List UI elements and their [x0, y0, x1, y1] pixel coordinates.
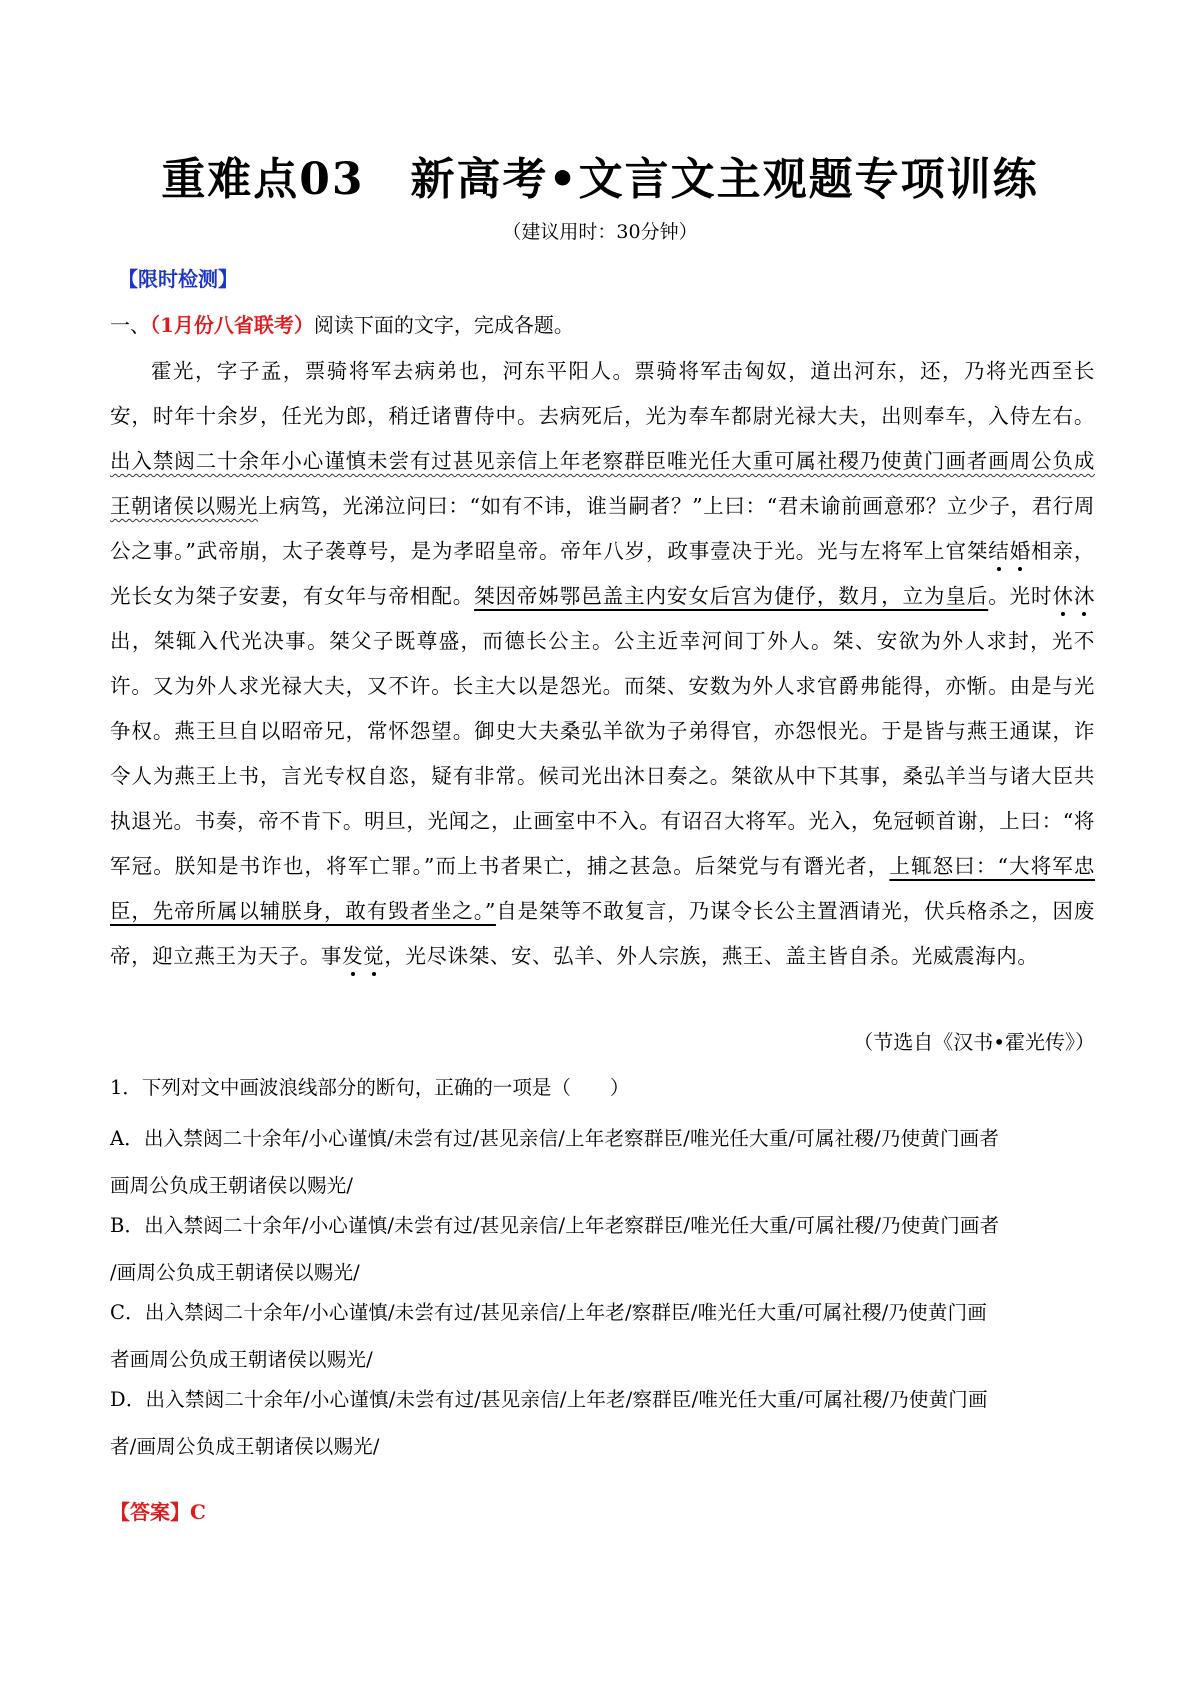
dotted-char: 沐 [1073, 584, 1095, 608]
underlined-sentence: 桀因帝姊鄂邑盖主内安女后宫为倢伃，数月，立为皇后 [474, 584, 989, 608]
dotted-char: 发 [342, 944, 364, 968]
option-line: 者画周公负成王朝诸侯以赐光/ [110, 1348, 373, 1371]
question-source: （1月份八省联考） [150, 313, 314, 337]
dotted-word [988, 539, 1031, 563]
option-line: /画周公负成王朝诸侯以赐光/ [110, 1261, 360, 1284]
dotted-char: 觉 [363, 944, 385, 968]
time-suggestion: （建议用时：30分钟） [502, 221, 698, 243]
option-line: A．出入禁闼二十余年/小心谨慎/未尝有过/甚见亲信/上年老察群臣/唯光任大重/可属社稷/乃使黄门画者 [110, 1127, 1000, 1150]
option-line: C．出入禁闼二十余年/小心谨慎/未尝有过/甚见亲信/上年老/察群臣/唯光任大重/可属社稷/乃使黄门画 [110, 1301, 987, 1324]
answer-value: C [190, 1500, 206, 1524]
option-line: 者/画周公负成王朝诸侯以赐光/ [110, 1435, 380, 1458]
dotted-word [1052, 584, 1095, 608]
underlined-sentence: 上辄怒曰：“大将军忠臣，先帝所属以辅朕身，敢有毁者坐之。” [110, 854, 1095, 923]
answer-label: 【答案】 [110, 1500, 190, 1524]
answer [110, 1497, 206, 1527]
option-line: D．出入禁闼二十余年/小心谨慎/未尝有过/甚见亲信/上年老/察群臣/唯光任大重/可属社稷/乃使黄门画 [110, 1388, 988, 1411]
passage-text: ，光尽诛桀、安、弘羊、外人宗族，燕王、盖主皆自杀。光威震海内。 [384, 944, 1039, 968]
passage-text: 霍光，字子孟，票骑将军去病弟也，河东平阳人。票骑将军击匈奴，道出河东，还，乃将光西至长安，时年十余岁，任光为郎，稍迁诸曹侍中。去病死后，光为奉车都尉光禄大夫，出则奉车，入侍左右。 [110, 359, 1095, 428]
passage-text: 。光时 [988, 584, 1053, 608]
option-a [110, 1115, 1100, 1209]
option-c [110, 1289, 1100, 1383]
classical-passage [110, 349, 1095, 979]
passage-text: 上病笃，光涕泣问曰：“如有不讳，谁当嗣者？”上曰：“君未谕前画意邪？立少子，君行周公之事。”武帝崩，太子袭尊号，是为孝昭皇帝。帝年八岁，政事壹决于光。光与左将军上官桀 [110, 494, 1095, 563]
dotted-word [342, 944, 384, 968]
option-line: B．出入禁闼二十余年/小心谨慎/未尝有过/甚见亲信/上年老察群臣/唯光任大重/可属社稷/乃使黄门画者 [110, 1214, 1000, 1237]
question-instruction: 阅读下面的文字，完成各题。 [313, 313, 574, 337]
question-intro [110, 310, 574, 340]
question-stem: 1．下列对文中画波浪线部分的断句，正确的一项是（ ） [110, 1076, 630, 1099]
section-tag: 【限时检测】 [118, 267, 238, 291]
wavy-underlined-text: 出入禁闼二十余年小心谨慎未尝有过甚见亲信上年老察群臣唯光任大重可属社稷乃使黄门画者画周公负成王朝诸侯以赐光 [110, 449, 1095, 518]
dotted-char: 结 [988, 539, 1010, 563]
passage-text: 相亲，光长女为桀子安妻，有女年与帝相配。 [110, 539, 1095, 608]
passage-text: 自是桀等不敢复言，乃谋令长公主置酒请光，伏兵格杀之，因废帝，迎立燕王为天子。事 [110, 899, 1095, 968]
option-line: 画周公负成王朝诸侯以赐光/ [110, 1174, 354, 1197]
passage-text: 出，桀辄入代光决事。桀父子既尊盛，而德长公主。公主近幸河间丁外人。桀、安欲为外人求封，光不许。又为外人求光禄大夫，又不许。长主大以是怨光。而桀、安数为外人求官爵弗能得，亦惭。由是与光争权。燕王旦自以昭帝兄，常怀怨望。御史大夫桑弘羊欲为子弟得官，亦怨恨光。于是皆与燕王通谋，诈令人为燕王上书，言光专权自恣，疑有非常。候司光出沐日奏之。桀欲从中下其事，桑弘羊当与诸大臣共执退光。书奏，帝不肯下。明旦，光闻之，止画室中不入。有诏召大将军。光入，免冠顿首谢，上曰：“将军冠。朕知是书诈也，将军亡罪。”而上书者果亡，捕之甚急。后桀党与有谮光者， [110, 629, 1095, 878]
passage-source-note: （节选自《汉书•霍光传》） [853, 1030, 1095, 1054]
page-title: 重难点03 新高考•文言文主观题专项训练 [161, 154, 1039, 205]
option-d [110, 1376, 1100, 1470]
question-number: 一、 [110, 313, 150, 337]
dotted-char: 休 [1052, 584, 1074, 608]
option-b [110, 1202, 1100, 1296]
dotted-char: 婚 [1009, 539, 1032, 563]
